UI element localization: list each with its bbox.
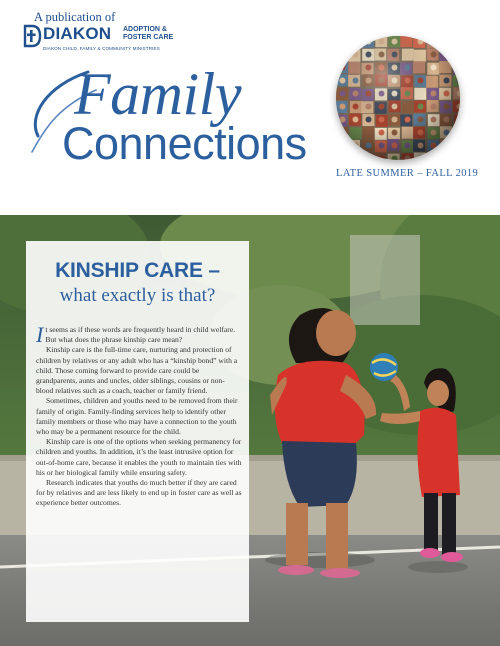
diakon-cross-icon [22, 24, 42, 48]
article-body [36, 322, 242, 509]
article-paragraph-2: Kinship care is the full-time care, nurturing and protection of children by relatives or any adult who has a “kinship bond” with a child. Those coming forward to provide care could be grandparents, aunts and uncles, older siblings, cousins or non-blood relatives such as a coach, teacher or family friend. [36, 345, 238, 396]
mosaic-face [366, 156, 372, 161]
mosaic-face [457, 65, 461, 71]
mosaic-tile [349, 154, 361, 160]
drop-cap: I [36, 322, 44, 347]
mosaic-face [444, 52, 450, 58]
mosaic-tile [454, 50, 460, 62]
mosaic-face [457, 130, 461, 136]
mosaic-face [340, 143, 346, 149]
mosaic-face [340, 156, 346, 161]
mosaic-face [444, 39, 450, 45]
mosaic-tile [452, 127, 460, 139]
photo-mosaic-globe [336, 36, 460, 160]
article-paragraph-1: It seems as if these words are frequently heard in child welfare. But what does the phrase kinship care mean? [36, 322, 236, 347]
article-subhead: what exactly is that? [59, 285, 216, 306]
masthead [0, 0, 500, 215]
mosaic-face [431, 156, 437, 161]
issue-date: LATE SUMMER – FALL 2019 [336, 168, 479, 179]
mosaic-tile [454, 153, 460, 160]
cover-photo [0, 215, 500, 646]
mosaic-face [457, 52, 461, 58]
mosaic-face [457, 156, 461, 161]
mosaic-tile [427, 153, 439, 160]
mosaic-face [340, 130, 346, 136]
publication-line: A publication of [34, 10, 116, 24]
mosaic-face [353, 39, 359, 45]
mosaic-tile [349, 36, 361, 48]
article-headline: KINSHIP CARE – [55, 259, 220, 282]
mosaic-face [457, 143, 461, 149]
mosaic-tile [439, 153, 451, 160]
mosaic-face [457, 39, 461, 45]
logo-division: ADOPTION & FOSTER CARE [123, 26, 174, 41]
title-family: Family [74, 61, 241, 127]
logo-tagline: DIAKON CHILD, FAMILY & COMMUNITY MINISTRIES [43, 46, 160, 51]
mosaic-tile [336, 49, 348, 61]
mosaic-face [340, 52, 346, 58]
logo-name: DIAKON [43, 24, 112, 43]
mosaic-face [340, 39, 346, 45]
mosaic-face [444, 143, 450, 149]
diakon-logo [22, 22, 192, 58]
mosaic-face [444, 156, 450, 161]
mosaic-face [431, 39, 437, 45]
mosaic-tile [336, 140, 348, 152]
mosaic-tile [336, 153, 347, 160]
article-paragraph-5: Research indicates that youths do much better if they are cared for by relatives and are less likely to end up in foster care as well as experience better outcomes. [36, 478, 242, 508]
article-paragraph-4: Kinship care is one of the options when seeking permanency for children and youths. In addition, it’s the least intrusive option for out-of-home care, because it enables the youth to maintain ties with his or her biological family while ensuring safety. [36, 437, 242, 477]
mosaic-tile [453, 36, 460, 48]
mosaic-tile [336, 36, 348, 48]
article-panel [26, 241, 249, 622]
article-paragraph-3: Sometimes, children and youths need to be removed from their family of origin. Family-finding services help to identify other family members or those who may have a connection to the youth who may be a permanent resource for the child. [36, 396, 238, 437]
mosaic-face [353, 156, 359, 161]
title-connections: Connections [62, 118, 307, 169]
mosaic-face [457, 117, 461, 123]
mosaic-tile [439, 37, 451, 49]
mosaic-tile [452, 139, 460, 151]
